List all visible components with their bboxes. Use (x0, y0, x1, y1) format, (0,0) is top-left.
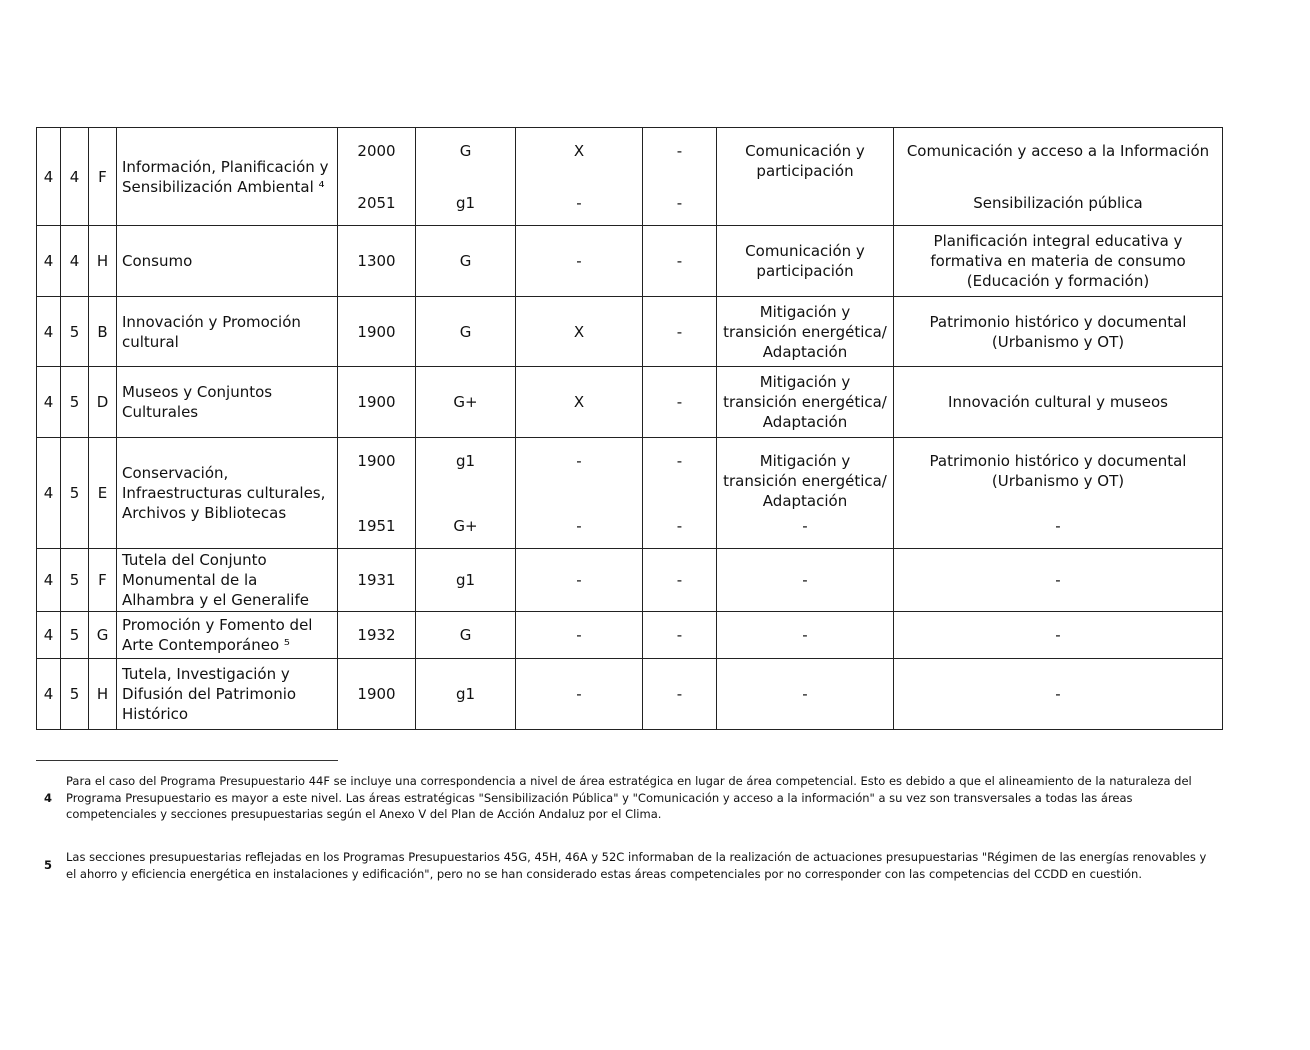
strategic-area-cell (894, 128, 1223, 226)
program-letter-cell: F (89, 549, 117, 612)
section-cell: 4 (37, 659, 61, 730)
strategic-area-value: Sensibilización pública (973, 193, 1143, 212)
strategic-area-cell (894, 297, 1223, 367)
program-letter-cell: F (89, 128, 117, 226)
type-cell (416, 438, 516, 549)
flag-value: - (676, 571, 683, 589)
section-cell: 4 (37, 367, 61, 438)
flag-value: - (676, 322, 683, 341)
program-name-cell: Innovación y Promoción cultural (117, 297, 338, 367)
type-cell (416, 549, 516, 612)
competence-area-value: - (802, 571, 808, 589)
type-cell (416, 659, 516, 730)
mark-value: - (576, 252, 582, 270)
strategic-area-value: - (1055, 516, 1061, 535)
footnote-separator (36, 760, 338, 761)
competence-area-cell (717, 438, 894, 549)
service-cell: 5 (61, 438, 89, 549)
type-cell (416, 367, 516, 438)
competence-area-value: Comunicación y participación (745, 242, 865, 280)
flag-value: - (676, 252, 683, 270)
footnote-text: Para el caso del Programa Presupuestario 44F se incluye una correspondencia a nivel de área estratégica en lugar de área competencial. Esto es debido a que el alineamiento de la naturaleza del Programa Presupuestario es mayor a este nivel. Las áreas estratégicas "Sensibilización Pública" y "Comunicación y acceso a la información" a su vez son transversales a todas las áreas competenciales y secciones presupuestarias según el Anexo V del Plan de Acción Andaluz por el Clima. (66, 774, 1192, 821)
type-value: g1 (455, 451, 476, 470)
strategic-area-value: - (1055, 685, 1061, 703)
table-row (37, 367, 1223, 438)
footnote-number: 5 (44, 858, 53, 872)
section-cell: 4 (37, 438, 61, 549)
type-value: G+ (453, 516, 478, 535)
code-value: 1300 (357, 252, 396, 270)
program-name-cell: Tutela del Conjunto Monumental de la Alhambra y el Generalife (117, 549, 338, 612)
type-value: G (459, 322, 472, 341)
competence-area-cell (717, 367, 894, 438)
competence-area-value: Mitigación y transición energética/ Adaptación (723, 373, 887, 431)
mark-value: X (573, 393, 585, 411)
code-value: 1931 (357, 571, 396, 589)
competence-area-value: - (802, 685, 808, 703)
mark-cell (516, 128, 643, 226)
table-row (37, 549, 1223, 612)
mark-cell (516, 612, 643, 659)
type-cell (416, 297, 516, 367)
flag-value: - (676, 626, 683, 644)
code-cell (338, 612, 416, 659)
flag-value: - (676, 685, 683, 703)
service-cell: 5 (61, 367, 89, 438)
service-cell: 5 (61, 549, 89, 612)
budget-program-table (36, 127, 1223, 730)
table-row (37, 659, 1223, 730)
service-cell: 4 (61, 226, 89, 297)
table-body (37, 128, 1223, 730)
flag-cell (643, 367, 717, 438)
flag-cell (643, 659, 717, 730)
code-value: 1900 (357, 393, 396, 411)
flag-value: - (676, 451, 683, 470)
flag-value: - (676, 141, 683, 160)
mark-cell (516, 297, 643, 367)
table-row (37, 297, 1223, 367)
flag-cell (643, 297, 717, 367)
table-row (37, 128, 1223, 226)
code-cell (338, 549, 416, 612)
type-cell (416, 612, 516, 659)
service-cell: 5 (61, 612, 89, 659)
footnote-4 (36, 773, 1216, 823)
footnote-5 (36, 849, 1216, 882)
program-letter-cell: E (89, 438, 117, 549)
strategic-area-value: - (1055, 571, 1061, 589)
code-value: 2000 (357, 141, 396, 160)
section-cell: 4 (37, 226, 61, 297)
section-cell: 4 (37, 128, 61, 226)
program-letter-cell: H (89, 226, 117, 297)
program-name-cell: Información, Planificación y Sensibilización Ambiental ⁴ (117, 128, 338, 226)
type-value: g1 (455, 193, 476, 212)
competence-area-cell (717, 128, 894, 226)
flag-cell (643, 438, 717, 549)
service-cell: 5 (61, 297, 89, 367)
type-value: G (459, 141, 472, 160)
table-row (37, 612, 1223, 659)
program-name-cell: Conservación, Infraestructuras culturales, Archivos y Bibliotecas (117, 438, 338, 549)
table-row (37, 226, 1223, 297)
flag-value: - (676, 393, 683, 411)
service-cell: 5 (61, 659, 89, 730)
program-name-cell: Museos y Conjuntos Culturales (117, 367, 338, 438)
footnote-text: Las secciones presupuestarias reflejadas en los Programas Presupuestarios 45G, 45H, 46A y 52C informaban de la realización de actuaciones presupuestarias "Régimen de las energías renovables y el ahorro y eficiencia energética en instalaciones y edificación", pero no se han considerado estas áreas competenciales por no corresponder con las competencias del CCDD en cuestión. (66, 850, 1207, 881)
section-cell: 4 (37, 297, 61, 367)
mark-cell (516, 549, 643, 612)
type-value: g1 (455, 685, 476, 703)
code-value: 1951 (357, 516, 396, 535)
competence-area-value: Comunicación y participación (745, 141, 865, 180)
code-value: 1900 (357, 322, 396, 341)
mark-value: - (576, 685, 582, 703)
mark-cell (516, 659, 643, 730)
mark-value: - (576, 193, 582, 212)
type-cell (416, 226, 516, 297)
section-cell: 4 (37, 612, 61, 659)
section-cell: 4 (37, 549, 61, 612)
program-name-cell: Promoción y Fomento del Arte Contemporáneo ⁵ (117, 612, 338, 659)
flag-cell (643, 549, 717, 612)
code-value: 1900 (357, 451, 396, 470)
competence-area-cell (717, 297, 894, 367)
strategic-area-value: - (1055, 626, 1061, 644)
mark-value: - (576, 451, 582, 470)
mark-value: - (576, 516, 582, 535)
strategic-area-value: Comunicación y acceso a la Información (906, 141, 1210, 160)
program-letter-cell: G (89, 612, 117, 659)
code-value: 1900 (357, 685, 396, 703)
strategic-area-cell (894, 549, 1223, 612)
mark-value: X (573, 141, 585, 160)
flag-value: - (676, 516, 683, 535)
code-cell (338, 367, 416, 438)
type-value: G+ (453, 393, 478, 411)
competence-area-cell (717, 659, 894, 730)
strategic-area-value: Patrimonio histórico y documental (Urbanismo y OT) (929, 451, 1187, 490)
code-cell (338, 128, 416, 226)
type-cell (416, 128, 516, 226)
strategic-area-cell (894, 367, 1223, 438)
competence-area-cell (717, 226, 894, 297)
mark-cell (516, 367, 643, 438)
table-row (37, 438, 1223, 549)
service-cell: 4 (61, 128, 89, 226)
code-cell (338, 297, 416, 367)
flag-cell (643, 226, 717, 297)
type-value: G (459, 626, 472, 644)
program-name-cell: Consumo (117, 226, 338, 297)
mark-value: X (573, 322, 585, 341)
strategic-area-cell (894, 612, 1223, 659)
program-letter-cell: D (89, 367, 117, 438)
flag-value: - (676, 193, 683, 212)
code-value: 1932 (357, 626, 396, 644)
strategic-area-cell (894, 659, 1223, 730)
type-value: G (459, 252, 472, 270)
type-value: g1 (455, 571, 476, 589)
code-cell (338, 438, 416, 549)
mark-cell (516, 438, 643, 549)
strategic-area-value: Innovación cultural y museos (948, 393, 1168, 411)
program-letter-cell: B (89, 297, 117, 367)
competence-area-value: - (802, 516, 808, 535)
program-name-cell: Tutela, Investigación y Difusión del Patrimonio Histórico (117, 659, 338, 730)
flag-cell (643, 128, 717, 226)
strategic-area-cell (894, 226, 1223, 297)
mark-value: - (576, 626, 582, 644)
flag-cell (643, 612, 717, 659)
mark-value: - (576, 571, 582, 589)
competence-area-value: Mitigación y transición energética/ Adaptación (723, 451, 887, 510)
code-value: 2051 (357, 193, 396, 212)
competence-area-cell (717, 612, 894, 659)
footnote-number: 4 (44, 791, 53, 805)
program-letter-cell: H (89, 659, 117, 730)
strategic-area-value: Patrimonio histórico y documental (Urbanismo y OT) (929, 312, 1187, 351)
competence-area-value: Mitigación y transición energética/ Adaptación (723, 302, 887, 361)
strategic-area-value: Planificación integral educativa y formativa en materia de consumo (Educación y formación) (930, 232, 1186, 290)
competence-area-cell (717, 549, 894, 612)
strategic-area-cell (894, 438, 1223, 549)
code-cell (338, 659, 416, 730)
mark-cell (516, 226, 643, 297)
competence-area-value: - (802, 626, 808, 644)
code-cell (338, 226, 416, 297)
